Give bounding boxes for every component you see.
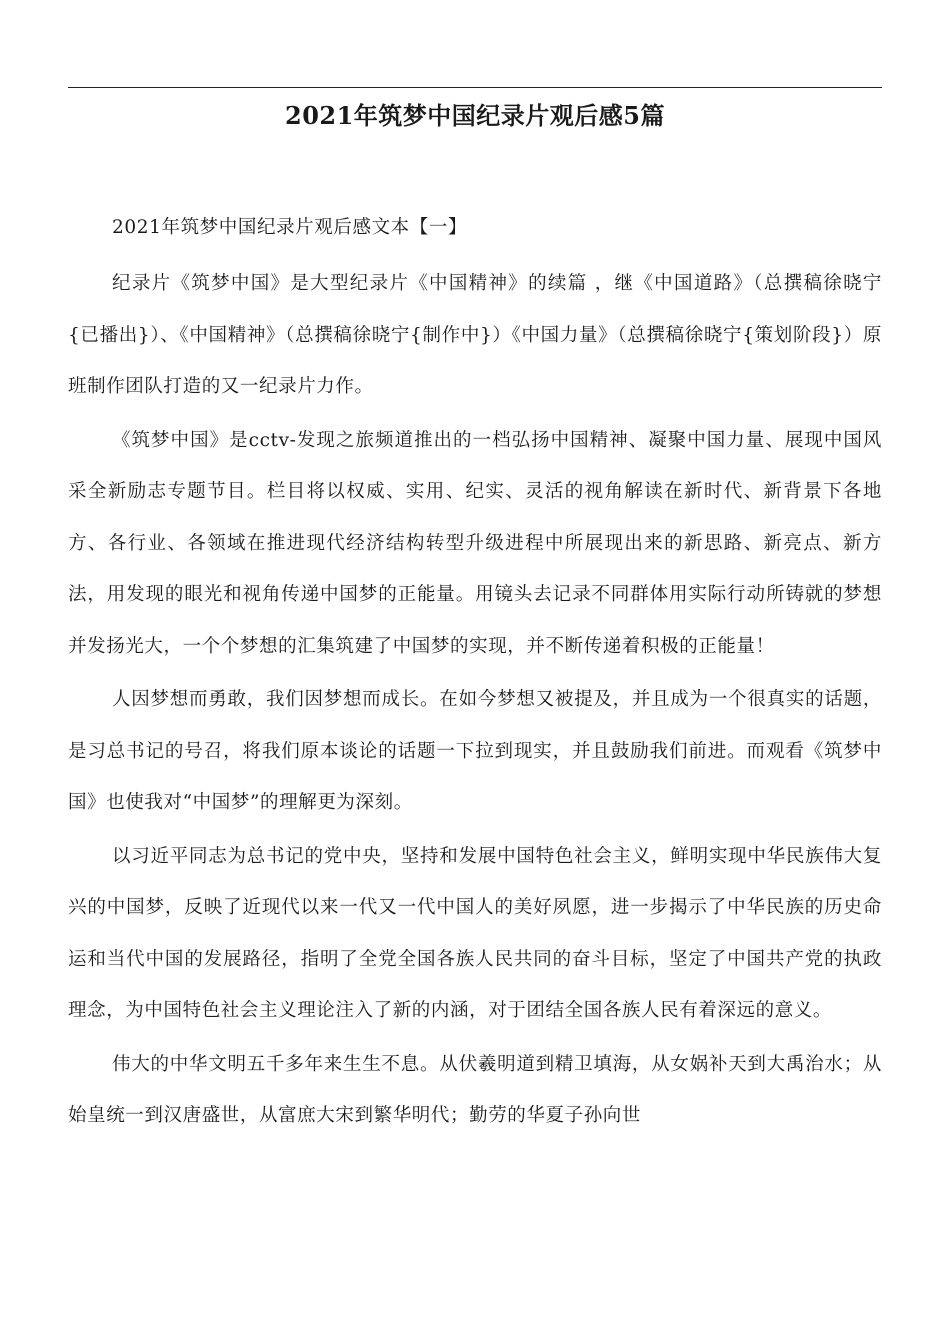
paragraph: 《筑梦中国》是cctv-发现之旅频道推出的一档弘扬中国精神、凝聚中国力量、展现中国风采全新励志专题节目。栏目将以权威、实用、纪实、灵活的视角解读在新时代、新背景下各地方、各行业、各领域在推进现代经济结构转型升级进程中所展现出来的新思路、新亮点、新方法，用发现的眼光和视角传递中国梦的正能量。用镜头去记录不同群体用实际行动所铸就的梦想并发扬光大，一个个梦想的汇集筑建了中国梦的实现，并不断传递着积极的正能量！ bbox=[68, 429, 882, 657]
section-heading: 2021年筑梦中国纪录片观后感文本【一】 bbox=[112, 217, 468, 238]
paragraph: 纪录片《筑梦中国》是大型纪录片《中国精神》的续篇 ，继《中国道路》（总撰稿徐晓宁{已播出}）、《中国精神》（总撰稿徐晓宁{制作中}）《中国力量》（总撰稿徐晓宁{策划阶段}）原班制作团队打造的又一纪录片力作。 bbox=[68, 273, 882, 397]
paragraph: 人因梦想而勇敢，我们因梦想而成长。在如今梦想又被提及，并且成为一个很真实的话题，是习总书记的号召，将我们原本谈论的话题一下拉到现实，并且鼓励我们前进。而观看《筑梦中国》也使我对“中国梦”的理解更为深刻。 bbox=[68, 689, 882, 813]
paragraph: 伟大的中华文明五千多年来生生不息。从伏羲明道到精卫填海，从女娲补天到大禹治水；从始皇统一到汉唐盛世，从富庶大宋到繁华明代；勤劳的华夏子孙向世 bbox=[68, 1053, 882, 1126]
paragraph: 以习近平同志为总书记的党中央，坚持和发展中国特色社会主义，鲜明实现中华民族伟大复兴的中国梦，反映了近现代以来一代又一代中国人的美好夙愿，进一步揭示了中华民族的历史命运和当代中国的发展路径，指明了全党全国各族人民共同的奋斗目标，坚定了中国共产党的执政理念，为中国特色社会主义理论注入了新的内涵，对于团结全国各族人民有着深远的意义。 bbox=[68, 845, 882, 1021]
header-rule bbox=[68, 87, 882, 88]
document-body bbox=[68, 210, 882, 1144]
document-title: 2021年筑梦中国纪录片观后感5篇 bbox=[285, 101, 665, 130]
